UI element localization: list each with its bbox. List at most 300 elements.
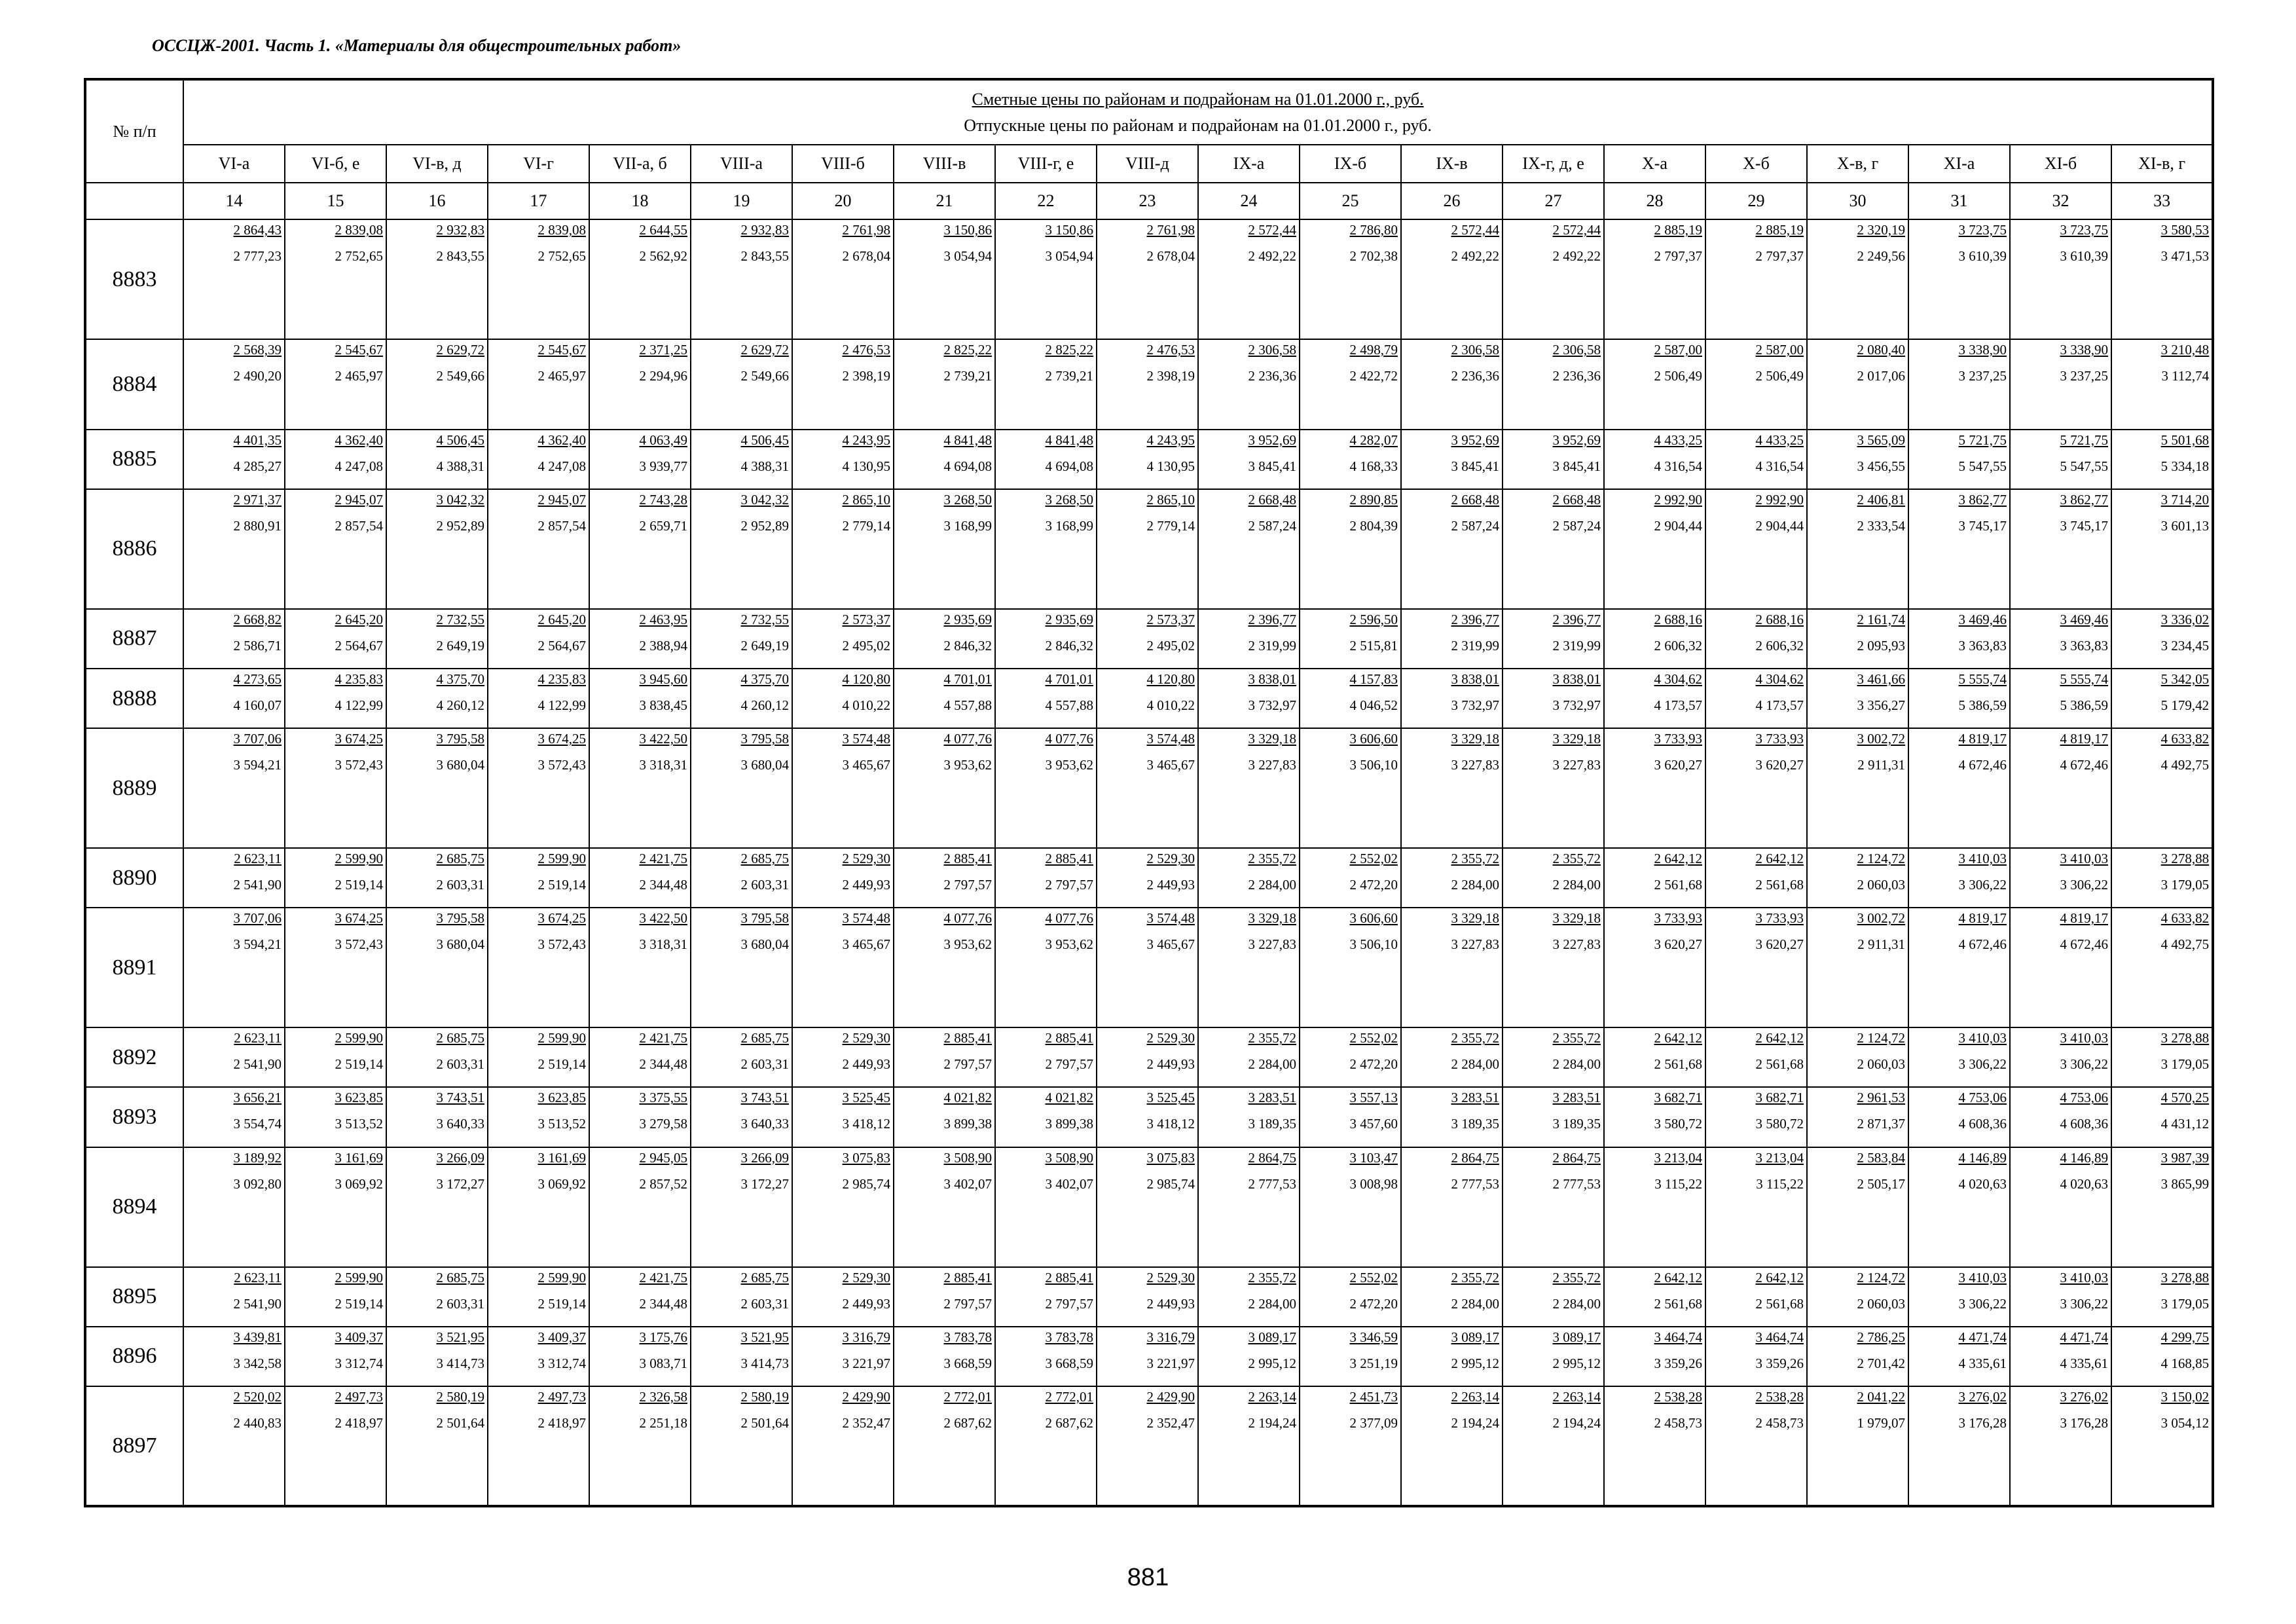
estimate-price: 3 329,18 (1451, 731, 1499, 747)
estimate-price: 3 329,18 (1248, 910, 1296, 927)
release-price: 2 284,00 (1451, 877, 1499, 893)
price-cell (1908, 669, 2010, 728)
release-price: 4 335,61 (2060, 1355, 2108, 1371)
release-price: 3 418,12 (842, 1116, 890, 1132)
release-price: 2 194,24 (1552, 1414, 1601, 1431)
release-price: 3 594,21 (233, 936, 282, 953)
estimate-price: 3 316,79 (842, 1329, 890, 1345)
estimate-price: 2 396,77 (1451, 611, 1499, 627)
release-price: 3 356,27 (1857, 697, 1905, 714)
price-cell (285, 669, 386, 728)
estimate-price: 3 410,03 (2060, 1269, 2108, 1285)
estimate-price: 2 463,95 (639, 611, 687, 627)
estimate-price: 3 042,32 (740, 491, 789, 507)
release-price: 2 911,31 (1857, 757, 1905, 773)
release-price: 3 610,39 (2060, 248, 2108, 264)
release-price: 2 779,14 (842, 517, 890, 534)
price-cell (1401, 728, 1503, 848)
table-row (85, 1267, 2213, 1327)
price-cell (1604, 609, 1705, 669)
price-cell (1097, 728, 1198, 848)
running-header: ОССЦЖ-2001. Часть 1. «Материалы для общестроительных работ» (152, 36, 682, 55)
release-price: 3 732,97 (1451, 697, 1499, 714)
estimate-price: 3 002,72 (1857, 731, 1905, 747)
price-cell (1300, 1327, 1401, 1386)
price-cell (995, 430, 1097, 489)
price-cell (894, 1327, 995, 1386)
estimate-price: 3 574,48 (842, 910, 890, 927)
release-price: 2 352,47 (1146, 1414, 1195, 1431)
release-price: 2 752,65 (335, 248, 383, 264)
estimate-price: 3 862,77 (2060, 491, 2108, 507)
price-cell (1705, 669, 1807, 728)
estimate-price: 3 743,51 (740, 1090, 789, 1106)
estimate-price: 4 021,82 (1045, 1090, 1093, 1106)
price-cell (1401, 908, 1503, 1027)
release-price: 2 752,65 (538, 248, 586, 264)
release-price: 2 388,94 (639, 637, 687, 654)
estimate-price: 2 839,08 (335, 222, 383, 238)
release-price: 2 472,20 (1349, 877, 1398, 893)
estimate-price: 4 362,40 (538, 432, 586, 448)
price-cell (183, 430, 285, 489)
release-price: 3 465,67 (1146, 757, 1195, 773)
price-cell (1908, 728, 2010, 848)
estimate-price: 3 410,03 (1958, 1269, 2007, 1285)
estimate-price: 2 355,72 (1552, 1269, 1601, 1285)
release-price: 2 284,00 (1552, 1056, 1601, 1073)
release-price: 2 587,24 (1248, 517, 1296, 534)
price-cell (1908, 1267, 2010, 1327)
release-price: 2 344,48 (639, 877, 687, 893)
price-cell (894, 219, 995, 339)
table-row (85, 430, 2213, 489)
price-cell (691, 1267, 792, 1327)
price-cell (386, 848, 488, 908)
release-price: 2 236,36 (1552, 368, 1601, 384)
region-header: X-в, г (1807, 145, 1908, 183)
release-price: 3 221,97 (842, 1355, 890, 1371)
column-number: 15 (285, 183, 386, 219)
price-cell (285, 430, 386, 489)
price-cell (488, 219, 589, 339)
price-cell (1300, 1087, 1401, 1147)
price-cell (1908, 430, 2010, 489)
estimate-price: 2 825,22 (943, 342, 992, 358)
region-header: IX-б (1300, 145, 1401, 183)
price-cell (589, 339, 691, 430)
release-price: 4 168,33 (1349, 458, 1398, 474)
price-cell (183, 1147, 285, 1267)
price-cell (285, 219, 386, 339)
release-price: 2 249,56 (1857, 248, 1905, 264)
release-price: 2 687,62 (1045, 1414, 1093, 1431)
price-cell (1097, 489, 1198, 609)
release-price: 3 115,22 (1654, 1175, 1702, 1192)
region-header: XI-а (1908, 145, 2010, 183)
release-price: 2 649,19 (740, 637, 789, 654)
release-price: 2 549,66 (740, 368, 789, 384)
release-price: 2 797,57 (943, 1056, 992, 1073)
release-price: 3 306,22 (1958, 1056, 2007, 1073)
release-price: 3 112,74 (2161, 368, 2210, 384)
estimate-price: 2 355,72 (1451, 851, 1499, 867)
estimate-price: 2 355,72 (1451, 1269, 1499, 1285)
estimate-price: 2 688,16 (1654, 611, 1702, 627)
estimate-price: 3 838,01 (1552, 671, 1601, 688)
release-price: 3 620,27 (1755, 757, 1804, 773)
table-row (85, 908, 2213, 1027)
column-number: 20 (792, 183, 894, 219)
estimate-price: 3 508,90 (943, 1149, 992, 1166)
release-price: 2 797,57 (1045, 1056, 1093, 1073)
release-price: 4 608,36 (1958, 1116, 2007, 1132)
release-price: 3 506,10 (1349, 936, 1398, 953)
table-row (85, 848, 2213, 908)
estimate-price: 2 599,90 (335, 851, 383, 867)
estimate-price: 3 213,04 (1654, 1149, 1702, 1166)
estimate-price: 3 210,48 (2160, 342, 2210, 358)
estimate-price: 4 570,25 (2160, 1090, 2210, 1106)
estimate-price: 2 761,98 (842, 222, 890, 238)
estimate-price: 3 795,58 (740, 910, 789, 927)
column-number: 32 (2010, 183, 2111, 219)
estimate-price: 3 783,78 (943, 1329, 992, 1345)
row-number: 8890 (85, 848, 183, 908)
estimate-price: 4 077,76 (1045, 910, 1093, 927)
release-price: 4 130,95 (842, 458, 890, 474)
price-cell (792, 339, 894, 430)
column-number: 25 (1300, 183, 1401, 219)
estimate-price: 3 623,85 (335, 1090, 383, 1106)
estimate-price: 3 682,71 (1654, 1090, 1702, 1106)
estimate-price: 2 396,77 (1248, 611, 1296, 627)
price-cell (1198, 430, 1300, 489)
release-price: 2 777,53 (1248, 1175, 1296, 1192)
estimate-price: 3 952,69 (1552, 432, 1601, 448)
price-cell (285, 1327, 386, 1386)
price-cell (589, 219, 691, 339)
price-cell (1604, 1327, 1705, 1386)
price-cell (1807, 728, 1908, 848)
release-price: 4 431,12 (2160, 1116, 2210, 1132)
release-price: 5 334,18 (2160, 458, 2210, 474)
price-cell (1604, 728, 1705, 848)
price-cell (183, 908, 285, 1027)
price-cell (1705, 609, 1807, 669)
estimate-price: 3 565,09 (1857, 432, 1905, 448)
release-price: 3 402,07 (943, 1175, 992, 1192)
price-cell (1097, 1087, 1198, 1147)
release-price: 2 352,47 (842, 1414, 890, 1431)
region-header: VIII-д (1097, 145, 1198, 183)
table-row (85, 728, 2213, 848)
page-number: 881 (1127, 1564, 1169, 1591)
estimate-price: 2 124,72 (1857, 851, 1905, 867)
release-price: 3 092,80 (233, 1175, 282, 1192)
price-cell (589, 908, 691, 1027)
estimate-price: 4 841,48 (943, 432, 992, 448)
price-cell (1097, 219, 1198, 339)
price-cell (488, 848, 589, 908)
estimate-price: 3 461,66 (1857, 671, 1905, 688)
price-cell (1908, 609, 2010, 669)
price-cell (1300, 339, 1401, 430)
price-cell (386, 1267, 488, 1327)
release-price: 3 610,39 (1958, 248, 2007, 264)
release-price: 4 335,61 (1958, 1355, 2007, 1371)
region-header: XI-б (2010, 145, 2111, 183)
release-price: 2 541,90 (233, 1295, 282, 1312)
estimate-price: 2 992,90 (1755, 491, 1804, 507)
release-price: 3 732,97 (1248, 697, 1296, 714)
release-price: 2 465,97 (335, 368, 383, 384)
price-cell (2010, 1267, 2111, 1327)
price-cell (1503, 489, 1604, 609)
release-price: 2 564,67 (538, 637, 586, 654)
estimate-price: 2 864,75 (1552, 1149, 1601, 1166)
row-number: 8896 (85, 1327, 183, 1386)
release-price: 4 388,31 (436, 458, 484, 474)
release-price: 3 237,25 (2060, 368, 2108, 384)
estimate-price: 2 932,83 (436, 222, 484, 238)
release-price: 3 668,59 (1045, 1355, 1093, 1371)
price-cell (488, 1386, 589, 1506)
estimate-price: 3 161,69 (538, 1149, 586, 1166)
row-number: 8892 (85, 1027, 183, 1087)
table-row (85, 1386, 2213, 1506)
estimate-price: 3 682,71 (1755, 1090, 1804, 1106)
price-cell (1300, 219, 1401, 339)
estimate-price: 3 375,55 (639, 1090, 687, 1106)
price-cell (183, 1327, 285, 1386)
row-number: 8895 (85, 1267, 183, 1327)
estimate-price: 2 685,75 (740, 851, 789, 867)
release-price: 2 797,37 (1755, 248, 1804, 264)
caption-estimate-prices: Сметные цены по районам и подрайонам на 01.01.2000 г., руб. (972, 89, 1424, 109)
estimate-price: 3 606,60 (1349, 910, 1398, 927)
price-cell (1401, 1327, 1503, 1386)
estimate-price: 2 599,90 (538, 1269, 586, 1285)
price-cell (488, 489, 589, 609)
release-price: 3 189,35 (1248, 1116, 1296, 1132)
release-price: 2 911,31 (1857, 936, 1905, 953)
release-price: 3 172,27 (436, 1175, 484, 1192)
estimate-price: 2 945,07 (538, 491, 586, 507)
price-cell (386, 1087, 488, 1147)
release-price: 3 899,38 (1045, 1116, 1093, 1132)
release-price: 4 492,75 (2160, 936, 2210, 953)
price-cell (1503, 339, 1604, 430)
release-price: 2 952,89 (740, 517, 789, 534)
release-price: 2 606,32 (1755, 637, 1804, 654)
release-price: 3 189,35 (1451, 1116, 1499, 1132)
price-cell (285, 1267, 386, 1327)
estimate-price: 3 945,60 (639, 671, 687, 688)
estimate-price: 2 498,79 (1349, 342, 1398, 358)
price-cell (792, 1267, 894, 1327)
release-price: 3 899,38 (943, 1116, 992, 1132)
price-cell (488, 339, 589, 430)
price-cell (285, 1147, 386, 1267)
column-number: 21 (894, 183, 995, 219)
release-price: 5 386,59 (1958, 697, 2007, 714)
estimate-price: 2 263,14 (1248, 1388, 1296, 1405)
estimate-price: 5 555,74 (2060, 671, 2108, 688)
table-row (85, 339, 2213, 430)
price-cell (2111, 1267, 2213, 1327)
estimate-price: 5 342,05 (2160, 671, 2210, 688)
price-cell (995, 1386, 1097, 1506)
price-cell (488, 669, 589, 728)
release-price: 3 953,62 (943, 936, 992, 953)
price-cell (183, 489, 285, 609)
price-cell (792, 1327, 894, 1386)
estimate-price: 2 572,44 (1248, 222, 1296, 238)
release-price: 2 985,74 (1146, 1175, 1195, 1192)
price-cell (386, 908, 488, 1027)
price-cell (894, 430, 995, 489)
release-price: 3 594,21 (233, 757, 282, 773)
price-cell (995, 908, 1097, 1027)
region-header: VIII-а (691, 145, 792, 183)
release-price: 2 797,57 (943, 877, 992, 893)
row-number: 8887 (85, 609, 183, 669)
price-cell (995, 1327, 1097, 1386)
estimate-price: 3 150,86 (1045, 222, 1093, 238)
release-price: 2 398,19 (842, 368, 890, 384)
release-price: 3 172,27 (740, 1175, 789, 1192)
release-price: 3 845,41 (1552, 458, 1601, 474)
price-cell (488, 728, 589, 848)
release-price: 4 247,08 (335, 458, 383, 474)
price-cell (183, 1267, 285, 1327)
price-cell (285, 609, 386, 669)
price-cell (1705, 1327, 1807, 1386)
release-price: 2 519,14 (538, 1295, 586, 1312)
estimate-price: 3 276,02 (1958, 1388, 2007, 1405)
release-price: 3 572,43 (335, 757, 383, 773)
release-price: 3 465,67 (842, 936, 890, 953)
estimate-price: 2 945,05 (639, 1149, 687, 1166)
price-cell (386, 1147, 488, 1267)
row-number: 8893 (85, 1087, 183, 1147)
release-price: 4 672,46 (2060, 757, 2108, 773)
price-cell (2010, 430, 2111, 489)
price-cell (183, 219, 285, 339)
release-price: 2 995,12 (1552, 1355, 1601, 1371)
estimate-price: 4 375,70 (740, 671, 789, 688)
price-cell (1705, 430, 1807, 489)
price-cell (589, 1386, 691, 1506)
column-number: 29 (1705, 183, 1807, 219)
estimate-price: 4 701,01 (1045, 671, 1093, 688)
price-cell (1604, 1147, 1705, 1267)
release-price: 2 587,24 (1451, 517, 1499, 534)
release-price: 2 603,31 (436, 1056, 484, 1073)
price-cell (1908, 1087, 2010, 1147)
price-cell (1198, 339, 1300, 430)
price-cell (2111, 1027, 2213, 1087)
estimate-price: 3 574,48 (1146, 731, 1195, 747)
estimate-price: 3 439,81 (233, 1329, 282, 1345)
estimate-price: 4 063,49 (639, 432, 687, 448)
estimate-price: 2 685,75 (436, 1030, 484, 1046)
estimate-price: 2 263,14 (1552, 1388, 1601, 1405)
release-price: 3 513,52 (538, 1116, 586, 1132)
price-cell (2111, 848, 2213, 908)
price-cell (2111, 609, 2213, 669)
release-price: 2 880,91 (233, 517, 282, 534)
region-header: VI-г (488, 145, 589, 183)
price-cell (589, 430, 691, 489)
price-cell (1807, 908, 1908, 1027)
price-cell (1604, 489, 1705, 609)
estimate-price: 3 987,39 (2160, 1149, 2210, 1166)
column-number: 27 (1503, 183, 1604, 219)
estimate-price: 2 732,55 (740, 611, 789, 627)
price-cell (1604, 1027, 1705, 1087)
price-cell (2111, 1386, 2213, 1506)
release-price: 3 680,04 (740, 936, 789, 953)
price-cell (285, 1027, 386, 1087)
price-cell (1705, 489, 1807, 609)
release-price: 2 060,03 (1857, 1295, 1905, 1312)
estimate-price: 3 410,03 (1958, 851, 2007, 867)
estimate-price: 3 674,25 (538, 731, 586, 747)
release-price: 3 418,12 (1146, 1116, 1195, 1132)
release-price: 3 179,05 (2160, 1056, 2210, 1073)
price-cell (1097, 908, 1198, 1027)
release-price: 4 010,22 (842, 697, 890, 714)
price-cell (894, 848, 995, 908)
price-cell (1908, 489, 2010, 609)
price-cell (1401, 1267, 1503, 1327)
release-price: 3 069,92 (538, 1175, 586, 1192)
price-cell (1807, 609, 1908, 669)
price-cell (1198, 1267, 1300, 1327)
price-cell (386, 1027, 488, 1087)
release-price: 4 285,27 (233, 458, 282, 474)
price-cell (1300, 489, 1401, 609)
release-price: 2 284,00 (1248, 877, 1296, 893)
price-cell (1198, 848, 1300, 908)
estimate-price: 3 469,46 (2060, 611, 2108, 627)
release-price: 4 608,36 (2060, 1116, 2108, 1132)
price-cell (2010, 728, 2111, 848)
estimate-price: 2 961,53 (1857, 1090, 1905, 1106)
price-cell (995, 669, 1097, 728)
price-cell (1604, 219, 1705, 339)
release-price: 3 865,99 (2160, 1175, 2210, 1192)
estimate-price: 4 375,70 (436, 671, 484, 688)
price-cell (1705, 728, 1807, 848)
table-row (85, 1327, 2213, 1386)
price-cell (386, 1386, 488, 1506)
estimate-price: 3 574,48 (842, 731, 890, 747)
price-cell (691, 1327, 792, 1386)
price-cell (1198, 1386, 1300, 1506)
release-price: 3 359,26 (1755, 1355, 1804, 1371)
estimate-price: 2 645,20 (335, 611, 383, 627)
estimate-price: 5 501,68 (2160, 432, 2210, 448)
price-cell (2010, 1147, 2111, 1267)
release-price: 3 279,58 (639, 1116, 687, 1132)
release-price: 2 492,22 (1552, 248, 1601, 264)
estimate-price: 4 304,62 (1755, 671, 1804, 688)
estimate-price: 2 552,02 (1349, 1030, 1398, 1046)
release-price: 2 505,17 (1857, 1175, 1905, 1192)
